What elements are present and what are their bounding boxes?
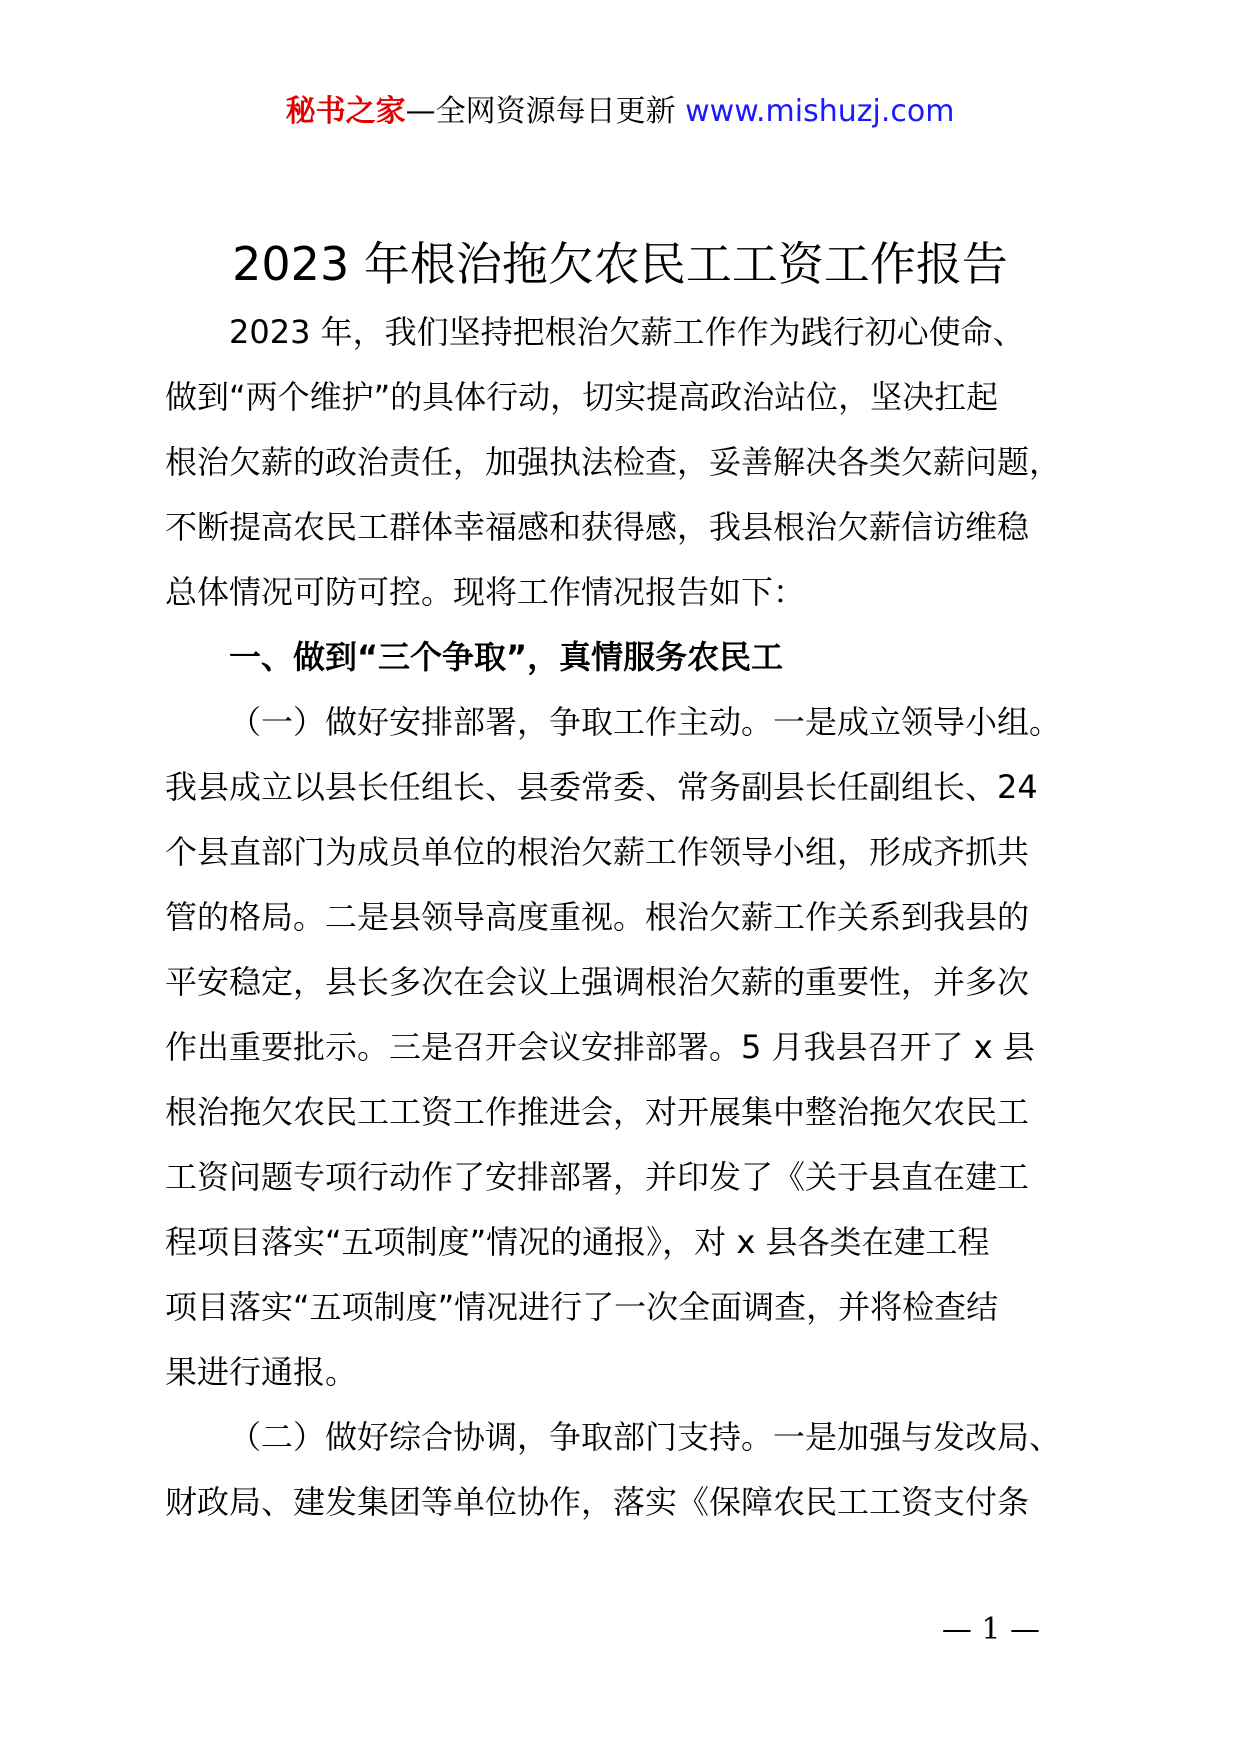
paragraph-line: 管的格局。二是县领导高度重视。根治欠薪工作关系到我县的	[165, 898, 1030, 936]
paragraph-line: 项目落实“五项制度”情况进行了一次全面调查，并将检查结	[165, 1288, 999, 1326]
paragraph-line: 工资问题专项行动作了安排部署，并印发了《关于县直在建工	[165, 1158, 1030, 1196]
paragraph-line: 我县成立以县长任组长、县委常委、常务副县长任副组长、24	[165, 768, 1038, 806]
paragraph-line: 平安稳定，县长多次在会议上强调根治欠薪的重要性，并多次	[165, 963, 1030, 1001]
site-header	[0, 90, 1240, 134]
paragraph-line: 根治欠薪的政治责任，加强执法检查，妥善解决各类欠薪问题，	[165, 443, 1062, 481]
paragraph-line: 2023 年，我们坚持把根治欠薪工作作为践行初心使命、	[229, 313, 1025, 351]
paragraph-line: 程项目落实“五项制度”情况的通报》，对 x 县各类在建工程	[165, 1223, 990, 1261]
page-number: — 1 —	[941, 1612, 1040, 1647]
site-url-link[interactable]: www.mishuzj.com	[685, 94, 955, 129]
paragraph-line: 根治拖欠农民工工资工作推进会，对开展集中整治拖欠农民工	[165, 1093, 1030, 1131]
paragraph-line: 财政局、建发集团等单位协作，落实《保障农民工工资支付条	[165, 1483, 1030, 1521]
site-slogan: —全网资源每日更新	[405, 94, 686, 129]
document-body	[165, 300, 1125, 1535]
paragraph-line: 个县直部门为成员单位的根治欠薪工作领导小组，形成齐抓共	[165, 833, 1030, 871]
paragraph-line: （一）做好安排部署，争取工作主动。一是成立领导小组。	[229, 703, 1062, 741]
section-heading: 一、做到“三个争取”，真情服务农民工	[229, 638, 784, 676]
paragraph-line: 作出重要批示。三是召开会议安排部署。5 月我县召开了 x 县	[165, 1028, 1035, 1066]
paragraph-line: 果进行通报。	[165, 1353, 358, 1391]
paragraph-line: 做到“两个维护”的具体行动，切实提高政治站位，坚决扛起	[165, 378, 999, 416]
site-brand: 秘书之家	[285, 94, 406, 129]
paragraph-line: 不断提高农民工群体幸福感和获得感，我县根治欠薪信访维稳	[165, 508, 1030, 546]
paragraph-line: 总体情况可防可控。现将工作情况报告如下：	[165, 573, 806, 611]
paragraph-line: （二）做好综合协调，争取部门支持。一是加强与发改局、	[229, 1418, 1062, 1456]
document-title: 2023 年根治拖欠农民工工资工作报告	[232, 237, 1008, 291]
